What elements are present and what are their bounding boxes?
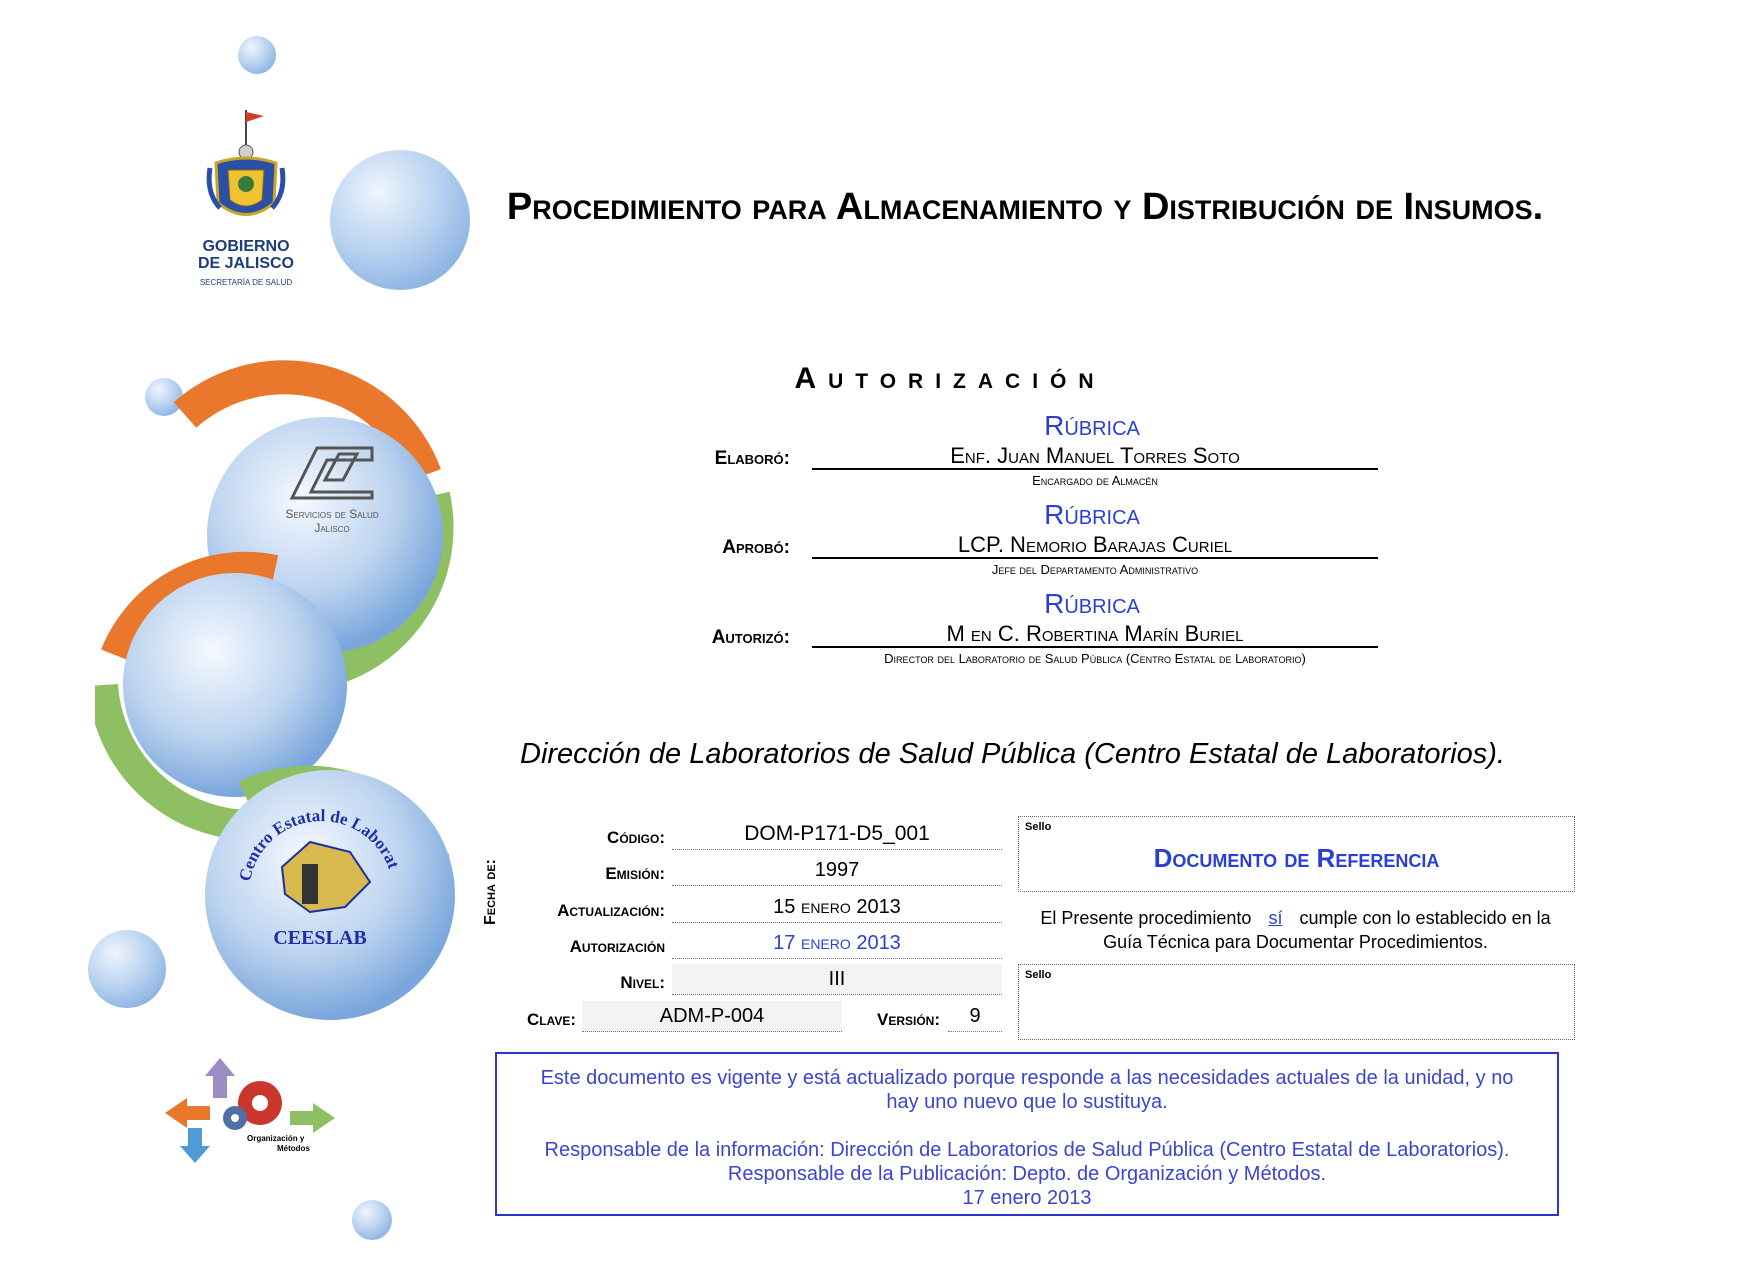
notice-line-1: Este documento es vigente y está actualizado porque responde a las necesidades actuales de la unidad, y no [540, 1067, 1514, 1089]
label-aprobo: Aprobó: [722, 537, 790, 558]
emision-value: 1997 [672, 855, 1002, 886]
autorizacion-date-label: Autorización [569, 937, 665, 956]
om-logo-line-2: Métodos [277, 1144, 310, 1153]
sello-label: Sello [1025, 821, 1052, 833]
notice-spacer [497, 1114, 1557, 1138]
vigencia-notice [495, 1052, 1559, 1216]
rubrica-elaboro: Rúbrica [1044, 410, 1140, 441]
signer-elaboro: Enf. Juan Manuel Torres Soto [812, 444, 1378, 470]
cumple-value: sí [1268, 908, 1283, 928]
clave-label: Clave: [526, 1010, 576, 1029]
logo-line-1: GOBIERNO [202, 238, 290, 255]
position-elaboro: Encargado de Almacén [1032, 473, 1158, 488]
label-elaboro: Elaboró: [714, 448, 790, 469]
signer-autorizo: M en C. Robertina Marín Buriel [812, 622, 1378, 648]
coat-of-arms-icon [206, 108, 286, 238]
cumple-pre: El Presente procedimiento [1040, 908, 1252, 928]
sello-label-2: Sello [1025, 969, 1052, 981]
ceeslab-name: CEESLAB [273, 927, 367, 949]
codigo-label: Código: [607, 828, 665, 847]
organizacion-metodos-logo [165, 1058, 335, 1168]
actualizacion-value: 15 enero 2013 [672, 892, 1002, 923]
notice-line-4: Responsable de la Publicación: Depto. de Organización y Métodos. [727, 1163, 1327, 1185]
ssj-logo-line-2: Jalisco [314, 521, 350, 535]
gobierno-jalisco-logo [190, 108, 302, 303]
cumple-statement [1018, 906, 1573, 954]
notice-line-3: Responsable de la información: Dirección de Laboratorios de Salud Pública (Centro Estatal de Laboratorios). [544, 1139, 1510, 1161]
servicios-salud-jalisco-logo [262, 440, 402, 535]
fecha-de-label: Fecha de: [482, 859, 499, 925]
position-aprobo: Jefe del Departamento Administrativo [991, 562, 1199, 577]
version-value: 9 [948, 1001, 1002, 1032]
label-autorizo: Autorizó: [711, 627, 790, 648]
version-label: Versión: [876, 1010, 940, 1029]
nivel-value: III [672, 964, 1002, 995]
actualizacion-label: Actualización: [557, 901, 665, 920]
ssj-emblem-icon [287, 440, 377, 502]
ssj-logo-line-1: Servicios de Salud [285, 507, 379, 521]
position-autorizo: Director del Laboratorio de Salud Pública (Centro Estatal de Laboratorio) [884, 651, 1306, 666]
autorizacion-date-value: 17 enero 2013 [672, 928, 1002, 959]
notice-line-5: 17 enero 2013 [962, 1187, 1092, 1209]
logo-line-3: SECRETARÍA DE SALUD [199, 278, 293, 287]
emision-label: Emisión: [605, 864, 665, 883]
nivel-label: Nivel: [620, 973, 665, 992]
ceeslab-ring-text: Centro Estatal de Laborat [235, 805, 404, 883]
sello-box-referencia [1018, 816, 1575, 892]
sello-box-empty [1018, 964, 1575, 1040]
clave-value: ADM-P-004 [582, 1001, 842, 1032]
om-logo-line-1: Organización y [247, 1134, 305, 1143]
documento-referencia: Documento de Referencia [1153, 843, 1440, 873]
decorative-bubble [238, 36, 276, 74]
document-title: Procedimiento para Almacenamiento y Distribución de Insumos. [506, 186, 1544, 228]
cumple-line-2: Guía Técnica para Documentar Procedimientos. [1103, 932, 1488, 952]
logo-line-2: DE JALISCO [197, 255, 294, 272]
signer-aprobo: LCP. Nemorio Barajas Curiel [812, 533, 1378, 559]
decorative-bubble [330, 150, 470, 290]
decorative-bubble [352, 1200, 392, 1240]
codigo-value: DOM-P171-D5_001 [672, 819, 1002, 850]
rubrica-aprobo: Rúbrica [1044, 499, 1140, 530]
ceeslab-logo [220, 772, 420, 962]
notice-line-2: hay uno nuevo que lo sustituya. [886, 1091, 1168, 1113]
direccion-heading: Dirección de Laboratorios de Salud Pública (Centro Estatal de Laboratorios). [520, 738, 1505, 770]
autorizacion-heading: Autorización [794, 362, 1106, 395]
rubrica-autorizo: Rúbrica [1044, 588, 1140, 619]
cumple-post: cumple con lo establecido en la [1299, 908, 1551, 928]
